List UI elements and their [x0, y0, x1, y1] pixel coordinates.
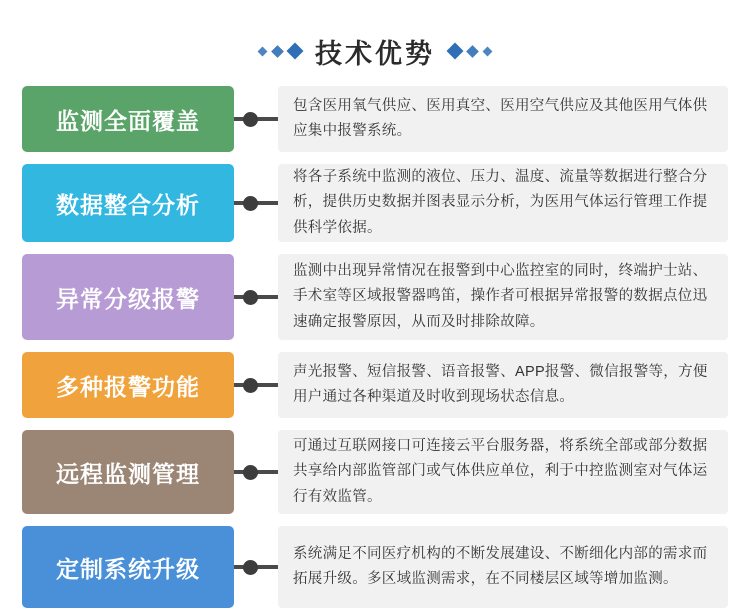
title-diamonds-right: [449, 45, 491, 57]
advantage-row: [22, 86, 728, 152]
connector-dot-icon: [243, 560, 258, 575]
advantage-description-text: 可通过互联网接口可连接云平台服务器，将系统全部或部分数据共享给内部监管部门或气体供应单位，利于中控监测室对气体运行有效监管。: [293, 437, 708, 505]
advantage-description-text: 监测中出现异常情况在报警到中心监控室的同时，终端护士站、手术室等区域报警器鸣笛，操作者可根据异常报警的数据点位迅速确定报警原因，从而及时排除故障。: [293, 262, 708, 330]
advantage-label-2: 数据整合分析: [22, 164, 234, 242]
advantage-description-1: [278, 86, 728, 152]
connector-3: [234, 254, 278, 340]
diamond-icon: [466, 45, 479, 58]
connector-dot-icon: [243, 378, 258, 393]
advantage-row: [22, 164, 728, 242]
diamond-icon: [287, 43, 304, 60]
advantage-description-6: [278, 526, 728, 608]
advantage-label-6: 定制系统升级: [22, 526, 234, 608]
connector-dot-icon: [243, 290, 258, 305]
page-title: 技术优势: [315, 38, 435, 69]
advantage-row: [22, 526, 728, 608]
advantage-rows: [0, 86, 750, 608]
connector-2: [234, 164, 278, 242]
diamond-icon: [258, 46, 268, 56]
connector-dot-icon: [243, 196, 258, 211]
advantage-description-3: [278, 254, 728, 340]
advantage-label-4: 多种报警功能: [22, 352, 234, 418]
connector-1: [234, 86, 278, 152]
connector-dot-icon: [243, 112, 258, 127]
advantage-description-text: 声光报警、短信报警、语音报警、APP报警、微信报警等，方便用户通过各种渠道及时收到现场状态信息。: [293, 363, 708, 405]
page-title-row: [0, 0, 750, 74]
connector-dot-icon: [243, 465, 258, 480]
advantage-description-text: 将各子系统中监测的液位、压力、温度、流量等数据进行整合分析，提供历史数据并图表显示分析，为医用气体运行管理工作提供科学依据。: [293, 168, 708, 236]
advantage-row: [22, 254, 728, 340]
advantage-row: [22, 352, 728, 418]
connector-6: [234, 526, 278, 608]
advantage-label-1: 监测全面覆盖: [22, 86, 234, 152]
title-diamonds-left: [259, 45, 301, 57]
connector-5: [234, 430, 278, 514]
advantage-description-5: [278, 430, 728, 514]
diamond-icon: [483, 46, 493, 56]
advantage-row: [22, 430, 728, 514]
advantage-label-3: 异常分级报警: [22, 254, 234, 340]
advantage-description-text: 系统满足不同医疗机构的不断发展建设、不断细化内部的需求而拓展升级。多区域监测需求，在不同楼层区域等增加监测。: [293, 545, 708, 587]
advantage-description-2: [278, 164, 728, 242]
advantage-label-5: 远程监测管理: [22, 430, 234, 514]
advantage-description-text: 包含医用氧气供应、医用真空、医用空气供应及其他医用气体供应集中报警系统。: [293, 97, 708, 139]
diamond-icon: [271, 45, 284, 58]
connector-4: [234, 352, 278, 418]
diamond-icon: [447, 43, 464, 60]
advantage-description-4: [278, 352, 728, 418]
